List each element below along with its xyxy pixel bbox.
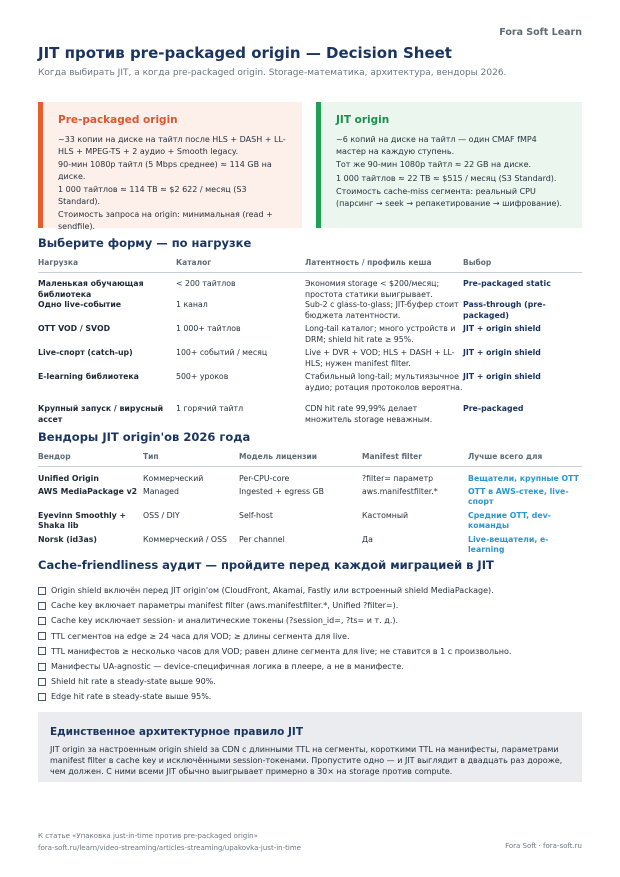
checkbox[interactable]: [38, 663, 46, 671]
card-accent-bar: [316, 102, 321, 228]
workload-cell: OTT VOD / SVOD: [38, 324, 111, 333]
table-row: [38, 372, 582, 404]
table-row: [38, 487, 582, 511]
footer-right: Fora Soft · fora-soft.ru: [505, 842, 582, 850]
vendor-cell: Norsk (id3as): [38, 534, 97, 544]
checklist-item[interactable]: [38, 644, 582, 659]
column-header: Лучше всего для: [468, 452, 582, 467]
latency-cell: Стабильный long-tail; мультиязычное аудио; ротация протоколов вероятна.: [305, 372, 463, 392]
checkbox[interactable]: [38, 632, 46, 640]
workload-cell: Маленькая обучающая библиотека: [38, 279, 144, 299]
footer-url[interactable]: fora-soft.ru/learn/video-streaming/articles-streaming/upakovka-just-in-time: [38, 844, 301, 852]
card-line: ~6 копий на диске на тайтл — один CMAF fMP4 мастер на каждую ступень.: [336, 135, 537, 156]
checkbox[interactable]: [38, 647, 46, 655]
column-header: Выбор: [463, 258, 582, 273]
table-header-row: [38, 452, 582, 467]
best-for-cell: Средние OTT, dev-команды: [468, 510, 551, 530]
column-header: Тип: [143, 452, 239, 467]
page-subtitle: Когда выбирать JIT, а когда pre-packaged origin. Storage-математика, архитектура, вендоры 2026.: [38, 68, 507, 78]
vendor-cell: Unified Origin: [38, 474, 99, 483]
catalog-cell: 1 канал: [176, 300, 208, 309]
column-header: Модель лицензии: [239, 452, 362, 467]
license-cell: Self-host: [239, 510, 273, 520]
workload-table: [38, 258, 582, 428]
checklist-item[interactable]: [38, 613, 582, 628]
license-cell: Per channel: [239, 534, 285, 544]
latency-cell: Sub-2 с glass-to-glass; JIT-буфер стоит бюджета латентности.: [305, 300, 459, 320]
checklist-item-text: TTL сегментов на edge ≥ 24 часа для VOD; ≥ длины сегмента для live.: [51, 631, 350, 641]
choice-cell: Pre-packaged: [463, 404, 524, 413]
rule-title: Единственное архитектурное правило JIT: [50, 726, 303, 738]
license-cell: Ingested + egress GB: [239, 486, 324, 496]
column-header: Вендор: [38, 452, 143, 467]
table-row: [38, 535, 582, 559]
vendor-cell: Eyevinn Smoothly + Shaka lib: [38, 510, 127, 530]
choice-cell: Pass-through (pre-packaged): [463, 300, 546, 320]
card-line: Стоимость cache-miss сегмента: реальный CPU (парсинг → seek → репакетирование → шифрование).: [336, 187, 563, 208]
checkbox[interactable]: [38, 693, 46, 701]
card-line: Стоимость запроса на origin: минимальная (read + sendfile).: [58, 210, 273, 231]
page-title: JIT против pre-packaged origin — Decision Sheet: [38, 44, 452, 62]
checklist-item-text: Манифесты UA-agnostic — device-специфичная логика в плеере, а не в манифесте.: [51, 662, 404, 672]
catalog-cell: 1 000+ тайтлов: [176, 324, 241, 333]
vendor-cell: AWS MediaPackage v2: [38, 486, 138, 496]
card-accent-bar: [38, 102, 43, 228]
workload-cell: Live-спорт (catch-up): [38, 348, 133, 357]
best-for-cell: Live-вещатели, e-learning: [468, 534, 549, 554]
checklist-item-text: Cache key исключает session- и аналитические токены (?session_id=, ?ts= и т. д.).: [51, 616, 399, 626]
type-cell: Коммерческий / OSS: [143, 534, 227, 544]
card-title: JIT origin: [336, 114, 390, 126]
checklist-item-text: Shield hit rate в steady-state выше 90%.: [51, 677, 216, 687]
workload-heading: Выберите форму — по нагрузке: [38, 236, 252, 250]
choice-cell: Pre-packaged static: [463, 279, 551, 288]
type-cell: Managed: [143, 486, 179, 496]
footer-article: К статье «Упаковка just-in-time против pre-packaged origin»: [38, 832, 258, 840]
table-row: [38, 273, 582, 301]
footer-left: [38, 830, 301, 854]
type-cell: OSS / DIY: [143, 510, 180, 520]
table-header-row: [38, 258, 582, 273]
license-cell: Per-CPU-core: [239, 474, 290, 483]
filter-cell: Да: [362, 534, 373, 544]
rule-text: JIT origin за настроенным origin shield за CDN с длинными TTL на сегменты, короткими TTL на манифесты, параметрами manifest filter в cache key и исключёнными session-токенами. Пропустите одно — и JIT выглядит в двадцать раз дороже, чем должен. С ними всеми JIT обычно выигрывает примерно в 30× на storage против compute.: [50, 745, 563, 776]
card-line: 90-мин 1080p тайтл (5 Mbps среднее) ≈ 114 GB на диске.: [58, 160, 272, 181]
column-header: Каталог: [176, 258, 305, 273]
workload-cell: E-learning библиотека: [38, 372, 139, 381]
column-header: Латентность / профиль кеша: [305, 258, 463, 273]
audit-checklist: [38, 583, 582, 705]
table-row: [38, 324, 582, 348]
checklist-item[interactable]: [38, 659, 582, 674]
best-for-cell: OTT в AWS-стеке, live-спорт: [468, 486, 569, 506]
choice-cell: JIT + origin shield: [463, 324, 541, 333]
catalog-cell: 500+ уроков: [176, 372, 229, 381]
table-row: [38, 511, 582, 535]
latency-cell: CDN hit rate 99,99% делает множитель storage неважным.: [305, 404, 433, 424]
column-header: Manifest filter: [362, 452, 468, 467]
catalog-cell: 1 горячий тайтл: [176, 404, 244, 413]
vendors-heading: Вендоры JIT origin'ов 2026 года: [38, 430, 251, 444]
jit-card: [316, 102, 582, 228]
filter-cell: aws.manifestfilter.*: [362, 486, 438, 496]
checklist-item-text: Origin shield включён перед JIT origin'ом (CloudFront, Akamai, Fastly или встроенный shield MediaPackage).: [51, 586, 494, 596]
catalog-cell: < 200 тайтлов: [176, 279, 236, 288]
checkbox[interactable]: [38, 617, 46, 625]
choice-cell: JIT + origin shield: [463, 348, 541, 357]
vendors-table: [38, 452, 582, 559]
brand-label: Fora Soft Learn: [499, 27, 582, 38]
filter-cell: Кастомный: [362, 510, 409, 520]
latency-cell: Live + DVR + VOD; HLS + DASH + LL-HLS; нужен manifest filter.: [305, 348, 455, 368]
table-row: [38, 404, 582, 428]
pre-packaged-card: [38, 102, 302, 231]
checklist-item[interactable]: [38, 689, 582, 704]
checklist-item[interactable]: [38, 629, 582, 644]
column-header: Нагрузка: [38, 258, 176, 273]
checklist-item-text: TTL манифестов ≥ несколько часов для VOD; равен длине сегмента для live; не ставится в 1 с произвольно.: [51, 646, 512, 656]
checklist-item-text: Cache key включает параметры manifest filter (aws.manifestfilter.*, Unified ?filter=).: [51, 601, 399, 611]
best-for-cell: Вещатели, крупные OTT: [468, 474, 579, 483]
table-row: [38, 348, 582, 372]
card-line: 1 000 тайтлов ≈ 114 TB ≈ $2 622 / месяц (S3 Standard).: [58, 185, 247, 206]
choice-cell: JIT + origin shield: [463, 372, 541, 381]
card-line: 1 000 тайтлов ≈ 22 TB ≈ $515 / месяц (S3 Standard).: [336, 173, 557, 183]
type-cell: Коммерческий: [143, 474, 204, 483]
card-title: Pre-packaged origin: [58, 114, 178, 126]
filter-cell: ?filter= параметр: [362, 474, 434, 483]
architecture-rule-box: [38, 712, 582, 782]
latency-cell: Экономия storage < $200/месяц; простота статики выигрывает.: [305, 279, 440, 299]
checklist-item-text: Edge hit rate в steady-state выше 95%.: [51, 692, 212, 702]
audit-heading: Cache-friendliness аудит — пройдите перед каждой миграцией в JIT: [38, 558, 494, 572]
checkbox[interactable]: [38, 678, 46, 686]
table-row: [38, 300, 582, 324]
card-line: Тот же 90-мин 1080p тайтл ≈ 22 GB на диске.: [336, 160, 532, 169]
checkbox[interactable]: [38, 587, 46, 595]
latency-cell: Long-tail каталог; много устройств и DRM; shield hit rate ≥ 95%.: [305, 324, 456, 344]
catalog-cell: 100+ событий / месяц: [176, 348, 268, 357]
workload-cell: Одно live-событие: [38, 300, 122, 309]
checklist-item[interactable]: [38, 583, 582, 598]
workload-cell: Крупный запуск / вирусный ассет: [38, 404, 164, 424]
checklist-item[interactable]: [38, 674, 582, 689]
checklist-item[interactable]: [38, 598, 582, 613]
table-row: [38, 467, 582, 487]
card-line: ~33 копии на диске на тайтл после HLS + DASH + LL-HLS + MPEG-TS + 2 аудио + Smooth legacy.: [58, 135, 286, 156]
checkbox[interactable]: [38, 602, 46, 610]
